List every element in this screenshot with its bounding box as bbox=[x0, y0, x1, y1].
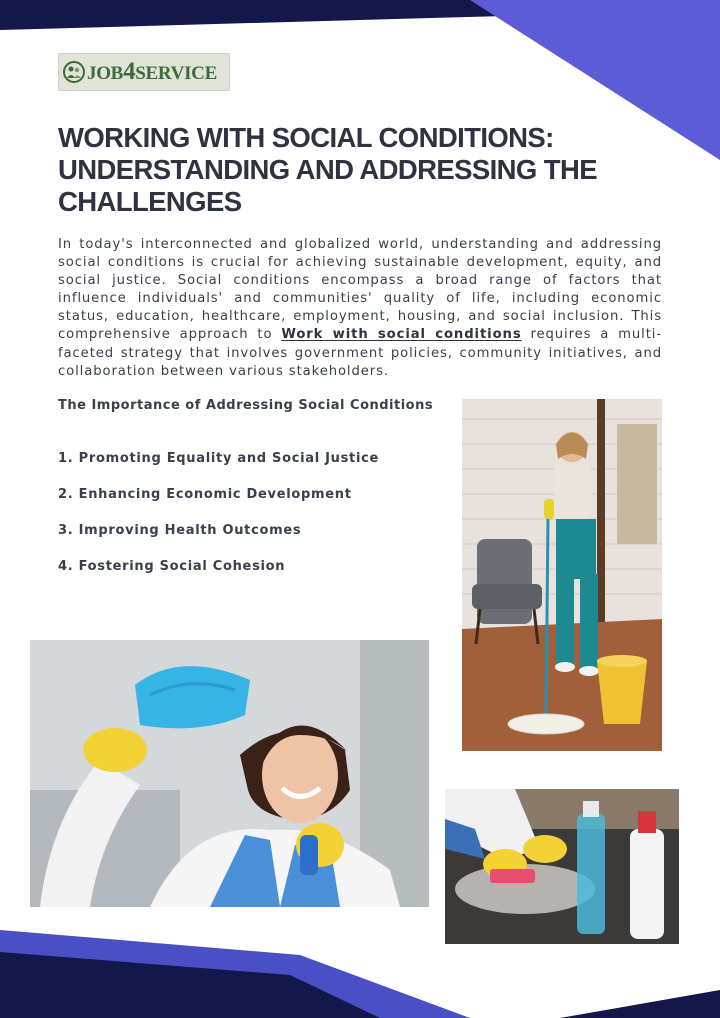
woman-mopping-floor-photo bbox=[462, 399, 662, 751]
list-item: 4. Fostering Social Cohesion bbox=[58, 559, 286, 574]
list-item: 2. Enhancing Economic Development bbox=[58, 487, 352, 502]
title-line-2: UNDERSTANDING AND ADDRESSING THE bbox=[58, 154, 597, 185]
list-item: 1. Promoting Equality and Social Justice bbox=[58, 451, 380, 466]
page-title bbox=[58, 122, 618, 218]
logo-text: JOB4SERVICE bbox=[87, 58, 217, 85]
title-line-1: WORKING WITH SOCIAL CONDITIONS: bbox=[58, 122, 554, 153]
intro-paragraph: In today's interconnected and globalized world, understanding and addressing social conditions is crucial for achieving sustainable development, equity, and social justice. Social conditions encompass a broad range of factors that influence individuals' and communities' quality of life, including economic status, education, healthcare, employment, housing, and social inclusion. This comprehensive approach to Work with social conditions requires a multi-faceted strategy that involves government policies, community initiatives, and collaboration between various stakeholders. bbox=[58, 237, 662, 379]
brand-logo[interactable] bbox=[58, 53, 230, 91]
work-with-social-conditions-link[interactable]: Work with social conditions bbox=[281, 327, 522, 343]
woman-cleaning-window-photo bbox=[30, 640, 429, 907]
list-item: 3. Improving Health Outcomes bbox=[58, 523, 302, 538]
people-logo-icon bbox=[63, 61, 85, 83]
title-line-3: CHALLENGES bbox=[58, 186, 242, 217]
importance-list bbox=[58, 451, 379, 595]
scrubbing-table-photo bbox=[445, 789, 679, 944]
bottom-right-navy-corner bbox=[560, 990, 720, 1018]
section-heading: The Importance of Addressing Social Conditions bbox=[58, 398, 434, 413]
